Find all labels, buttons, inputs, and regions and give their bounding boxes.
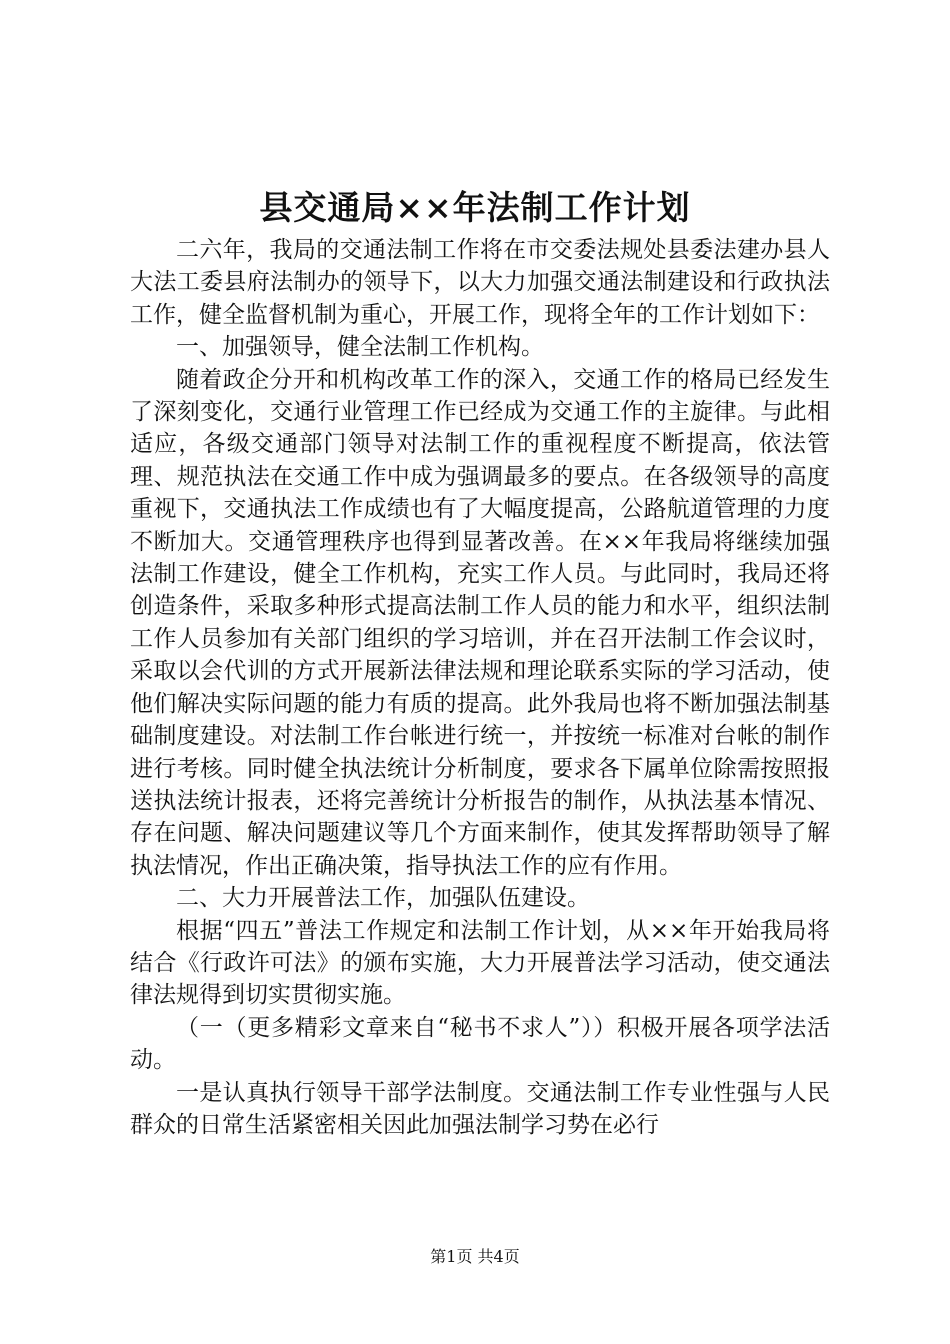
paragraph-intro: 二六年，我局的交通法制工作将在市交委法规处县委法建办县人大法工委县府法制办的领导下，以大力加强交通法制建设和行政执法工作，健全监督机制为重心，开展工作，现将全年的工作计划如下： (130, 237, 830, 328)
section-heading-2: 二、大力开展普法工作，加强队伍建设。 (176, 885, 590, 912)
paragraph-section-2: 根据“四五”普法工作规定和法制工作计划，从××年开始我局将结合《行政许可法》的颁布实施，大力开展普法学习活动，使交通法律法规得到切实贯彻实施。 (130, 917, 830, 1009)
page-number-footer: 第1页 共4页 (430, 1247, 520, 1266)
document-title: 县交通局××年法制工作计划 (259, 188, 691, 227)
paragraph-subsection-1: 一是认真执行领导干部学法制度。交通法制工作专业性强与人民群众的日常生活紧密相关因此加强法制学习势在必行 (130, 1079, 830, 1138)
subsection-heading-1: （一（更多精彩文章来自“秘书不求人”））积极开展各项学法活动。 (130, 1014, 830, 1074)
document-body (130, 234, 830, 1141)
section-heading-1: 一、加强领导，健全法制工作机构。 (176, 334, 544, 361)
paragraph-section-1: 随着政企分开和机构改革工作的深入，交通工作的格局已经发生了深刻变化，交通行业管理工作已经成为交通工作的主旋律。与此相适应，各级交通部门领导对法制工作的重视程度不断提高，依法管理、规范执法在交通工作中成为强调最多的要点。在各级领导的高度重视下，交通执法工作成绩也有了大幅度提高，公路航道管理的力度不断加大。交通管理秩序也得到显著改善。在××年我局将继续加强法制工作建设，健全工作机构，充实工作人员。与此同时，我局还将创造条件，采取多种形式提高法制工作人员的能力和水平，组织法制工作人员参加有关部门组织的学习培训，并在召开法制工作会议时，采取以会代训的方式开展新法律法规和理论联系实际的学习活动，使他们解决实际问题的能力有质的提高。此外我局也将不断加强法制基础制度建设。对法制工作台帐进行统一，并按统一标准对台帐的制作进行考核。同时健全执法统计分析制度，要求各下属单位除需按照报送执法统计报表，还将完善统计分析报告的制作，从执法基本情况、存在问题、解决问题建议等几个方面来制作，使其发挥帮助领导了解执法情况，作出正确决策，指导执法工作的应有作用。 (130, 366, 830, 879)
